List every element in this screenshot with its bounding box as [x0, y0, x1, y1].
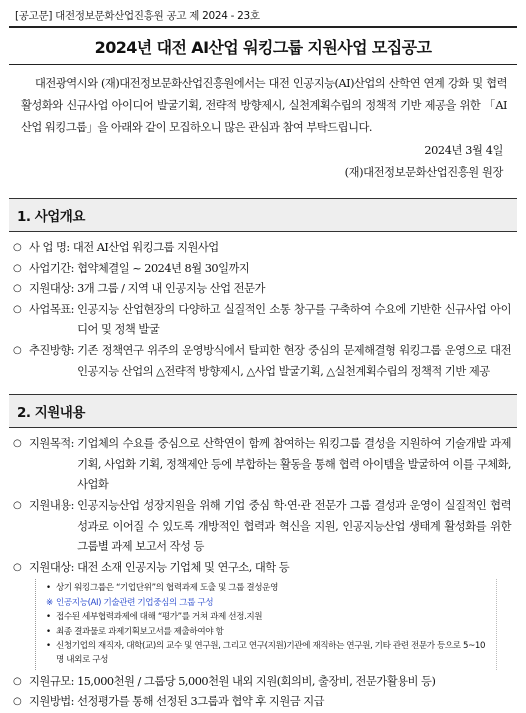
list-item: ○ 지원목적 : 기업체의 수요를 중심으로 산학연이 함께 참여하는 워킹그룹 결성을 지원하여 기술개발 과제기획, 사업화 기획, 정책제안 등에 부합하는 활동을 통해 협력 아이템을 발굴하여 이를 구체화, 사업화 [13, 434, 511, 496]
sub-item [46, 610, 490, 624]
list-item: ○ 지원대상 : 대전 소재 인공지능 기업체 및 연구소, 대학 등 [13, 558, 511, 579]
circle-bullet-icon: ○ [13, 262, 22, 274]
eligibility-notes [35, 579, 497, 669]
dot-bullet-icon: • [46, 626, 51, 637]
item-value: 인공지능산업 성장지원을 위해 기업 중심 학·연·관 전문가 그룹 결성과 운영이 실질적인 협력성과로 이어질 수 있도록 개방적인 협력과 혁신을 지원, 인공지능산업 생태계 활성화를 위한 그룹별 과제 보고서 작성 등 [77, 498, 511, 554]
item-value: 3개 그룹 / 지역 내 인공지능 산업 전문가 [77, 282, 265, 296]
dot-bullet-icon: • [46, 583, 51, 594]
item-value: 기업체의 수요를 중심으로 산학연이 함께 참여하는 워킹그룹 결성을 지원하여 기술개발 과제기획, 사업화 기획, 정책제안 등에 부합하는 활동을 통해 협력 아이템을 발굴하여 이를 구체화, 사업화 [77, 437, 511, 492]
item-value: 대전 소재 인공지능 기업체 및 연구소, 대학 등 [77, 560, 290, 574]
circle-bullet-icon: ○ [13, 283, 22, 295]
item-value: 협약체결일 ~ 2024년 8월 30일까지 [77, 261, 250, 275]
item-label: 지원목적 [29, 437, 71, 451]
intro-text [21, 73, 507, 139]
list-item: ○ 지원대상 : 3개 그룹 / 지역 내 인공지능 산업 전문가 [13, 279, 511, 300]
circle-bullet-icon: ○ [13, 561, 22, 573]
item-label: 추진방향 [29, 343, 71, 357]
circle-bullet-icon: ○ [13, 303, 22, 315]
list-item: ○ 지원내용 : 인공지능산업 성장지원을 위해 기업 중심 학·연·관 전문가 그룹 결성과 운영이 실질적인 협력성과로 이어질 수 있도록 개방적인 협력과 혁신을 지원, 인공지능산업 생태계 활성화를 위한 그룹별 과제 보고서 작성 등 [13, 496, 511, 558]
circle-bullet-icon: ○ [13, 242, 22, 253]
list-item: ○ 사 업 명 : 대전 AI산업 워킹그룹 지원사업 [13, 238, 511, 259]
reference-mark-icon: ※ [46, 597, 53, 608]
item-value: 15,000천원 / 그룹당 5,000천원 내외 지원(회의비, 출장비, 전문가활용비 등) [77, 674, 436, 688]
sub-item-text: 인공지능(AI) 기술관련 기업중심의 그룹 구성 [56, 597, 214, 608]
circle-bullet-icon: ○ [13, 438, 22, 450]
item-value: 기존 정책연구 위주의 운영방식에서 탈피한 현장 중심의 문제해결형 워킹그룹 운영으로 대전 인공지능 산업의 △전략적 방향제시, △사업 발굴기획, △실천계획수립의 정책적 기반 제공 [77, 343, 511, 378]
list-item: ○ 추진방향 : 기존 정책연구 위주의 운영방식에서 탈피한 현장 중심의 문제해결형 워킹그룹 운영으로 대전 인공지능 산업의 △전략적 방향제시, △사업 발굴기획, △실천계획수립의 정책적 기반 제공 [13, 341, 511, 382]
item-label: 사업목표 [29, 302, 71, 316]
page-title: 2024년 대전 AI산업 워킹그룹 지원사업 모집공고 [9, 28, 517, 65]
dot-bullet-icon: • [46, 612, 51, 623]
notice-date: 2024년 3월 4일 [424, 144, 503, 157]
overview-list [9, 232, 517, 382]
sub-item [46, 581, 490, 595]
item-label: 지원방법 [29, 695, 71, 709]
circle-bullet-icon: ○ [13, 696, 22, 708]
item-label: 사 업 명 [29, 241, 67, 254]
dot-bullet-icon: • [46, 640, 51, 651]
sub-item-text: 접수된 세부협력과제에 대해 “평가”를 거쳐 과제 선정.지원 [56, 612, 263, 623]
sub-item [46, 625, 490, 639]
sub-item-text: 최종 결과물로 과제기획보고서를 제출하여야 함 [56, 626, 224, 637]
intro-line: 강화 및 협력 활성화와 신규사업 아이디어 발굴기획, 전략적 방향제시, 실천계획수립의 정책적 [21, 77, 507, 112]
item-label: 지원대상 [29, 560, 71, 574]
support-list [9, 428, 517, 713]
item-value: 대전 AI산업 워킹그룹 지원사업 [72, 241, 219, 254]
list-item: ○ 지원규모 : 15,000천원 / 그룹당 5,000천원 내외 지원(회의비, 출장비, 전문가활용비 등) [13, 672, 511, 693]
item-label: 사업기간 [29, 261, 71, 275]
list-item: ○ 지원방법 : 선정평가를 통해 선정된 3그룹과 협약 후 지원금 지급 [13, 692, 511, 713]
issuing-organization: (재)대전정보문화산업진흥원 원장 [344, 166, 503, 179]
intro-line: 기반 제공을 위한 「AI산업 워킹그룹」을 아래와 같이 모집하오니 많은 관심과 참여 부탁드립니다. [21, 99, 507, 134]
intro-paragraph [9, 65, 517, 139]
item-label: 지원대상 [29, 282, 71, 296]
item-value: 인공지능 산업현장의 다양하고 실질적인 소통 창구를 구축하여 수요에 기반한 신규사업 아이디어 및 정책 발굴 [77, 302, 511, 337]
circle-bullet-icon: ○ [13, 499, 22, 511]
sub-item [46, 639, 490, 668]
section-heading-overview: 1. 사업개요 [9, 198, 517, 232]
sub-item-text: 신청기업의 재직자, 대학(교)의 교수 및 연구원, 그리고 연구(지원)기관에 재직하는 연구원, 기타 관련 전문가 등으로 5~10명 내외로 구성 [56, 640, 486, 666]
item-label: 지원규모 [29, 674, 71, 688]
section-heading-support: 2. 지원내용 [9, 394, 517, 428]
list-item: ○ 사업목표 : 인공지능 산업현장의 다양하고 실질적인 소통 창구를 구축하여 수요에 기반한 신규사업 아이디어 및 정책 발굴 [13, 300, 511, 341]
list-item: ○ 사업기간 : 협약체결일 ~ 2024년 8월 30일까지 [13, 259, 511, 280]
sub-item-text: 상기 워킹그룹은 “기업단위”의 협력과제 도출 및 그룹 결성운영 [56, 583, 278, 594]
intro-line: 대전광역시와 (재)대전정보문화산업진흥원에서는 대전 인공지능(AI)산업의 산학연 연계 [35, 77, 445, 90]
circle-bullet-icon: ○ [13, 675, 22, 687]
item-value: 선정평가를 통해 선정된 3그룹과 협약 후 지원금 지급 [77, 695, 325, 709]
item-label: 지원내용 [29, 498, 71, 512]
circle-bullet-icon: ○ [13, 344, 22, 356]
notice-number: [공고문] 대전정보문화산업진흥원 공고 제 2024 - 23호 [9, 8, 517, 28]
sub-item-note [46, 596, 490, 610]
